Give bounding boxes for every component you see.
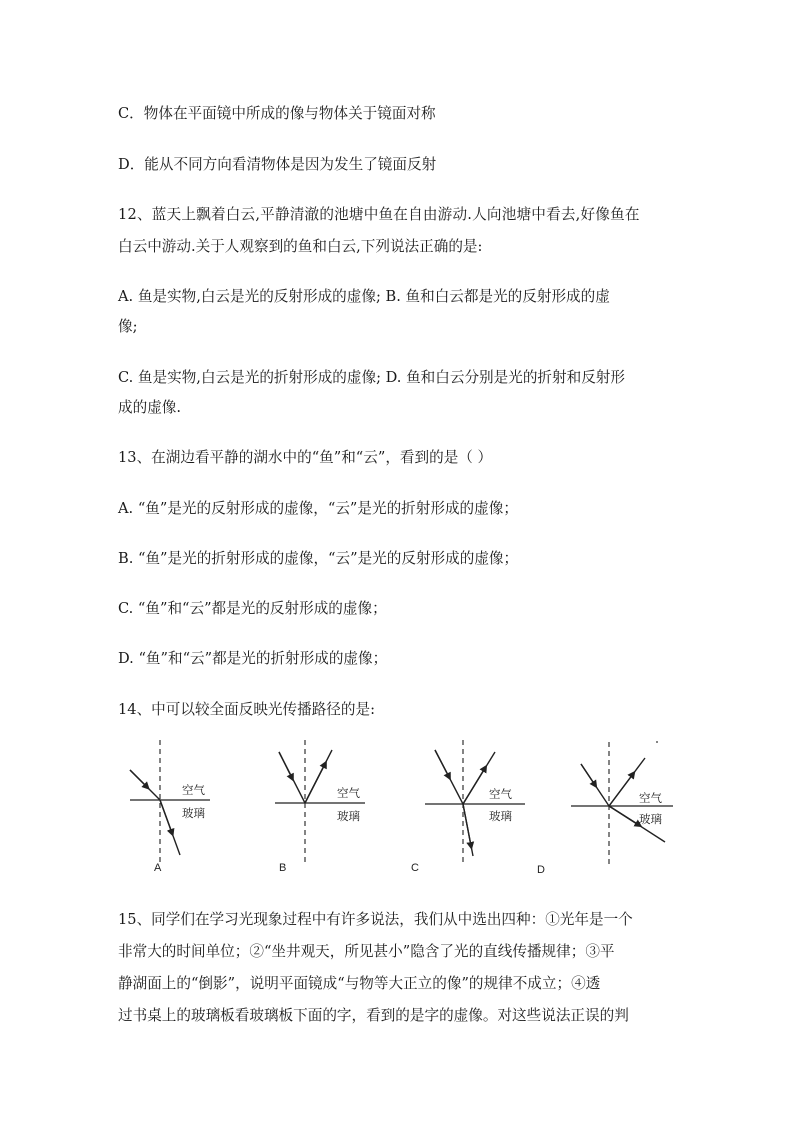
glass-label: 玻璃 xyxy=(182,806,205,820)
incident-arrow xyxy=(130,770,147,787)
air-label: 空气 xyxy=(337,786,360,800)
question-13-option-a: A. “鱼”是光的反射形成的虚像，“云”是光的折射形成的虚像； xyxy=(118,500,518,517)
glass-label: 玻璃 xyxy=(489,809,512,823)
question-13-option-b: B. “鱼”是光的折射形成的虚像，“云”是光的反射形成的虚像； xyxy=(118,550,519,567)
glass-label: 玻璃 xyxy=(639,812,662,826)
question-12-stem-line2: 白云中游动.关于人观察到的鱼和白云,下列说法正确的是: xyxy=(118,238,483,255)
reflected-arrow xyxy=(463,768,485,804)
diagram-letter: B xyxy=(279,862,287,874)
reflected-arrow xyxy=(609,774,633,806)
diagram-a xyxy=(120,738,270,878)
question-13-stem: 13、在湖边看平静的湖水中的“鱼”和“云”，看到的是（ ） xyxy=(118,449,493,466)
question-14-stem: 14、中可以较全面反映光传播路径的是: xyxy=(118,701,375,718)
refracted-arrow xyxy=(609,806,639,825)
diagram-b xyxy=(265,738,415,878)
reflected-arrow xyxy=(305,764,325,803)
incident-arrow xyxy=(581,764,595,785)
question-15-line1: 15、同学们在学习光现象过程中有许多说法，我们从中选出四种：①光年是一个 xyxy=(118,911,633,928)
glass-label: 玻璃 xyxy=(337,809,360,823)
question-13-option-d: D. “鱼”和“云”都是光的折射形成的虚像； xyxy=(118,650,388,667)
diagram-d xyxy=(535,738,685,878)
question-12-option-cd-line1: C. 鱼是实物,白云是光的折射形成的虚像; D. 鱼和白云分别是光的折射和反射形 xyxy=(118,369,625,386)
option-d-text: D．能从不同方向看清物体是因为发生了镜面反射 xyxy=(118,156,437,173)
question-12-stem-line1: 12、蓝天上飘着白云,平静清澈的池塘中鱼在自由游动.人向池塘中看去,好像鱼在 xyxy=(118,206,640,223)
question-12-option-ab-line2: 像; xyxy=(118,318,138,335)
diagram-letter: C xyxy=(411,862,419,874)
diagram-c xyxy=(405,738,555,878)
question-12-option-cd-line2: 成的虚像. xyxy=(118,399,182,416)
question-13-option-c: C. “鱼”和“云”都是光的反射形成的虚像； xyxy=(118,600,387,617)
refracted-arrow xyxy=(160,800,172,833)
incident-arrow xyxy=(279,752,292,778)
diagram-letter: D xyxy=(537,864,545,876)
question-15-line2: 非常大的时间单位；②“坐井观天，所见甚小”隐含了光的直线传播规律；③平 xyxy=(118,943,615,960)
air-label: 空气 xyxy=(489,787,512,801)
incident-arrow xyxy=(435,750,449,777)
question-15-line3: 静湖面上的“倒影”，说明平面镜成“与物等大正立的像”的规律不成立；④透 xyxy=(118,975,601,992)
refracted-arrow xyxy=(463,804,471,846)
diagram-letter: A xyxy=(154,862,162,874)
question-12-option-ab-line1: A. 鱼是实物,白云是光的反射形成的虚像; B. 鱼和白云都是光的反射形成的虚 xyxy=(118,288,610,305)
air-label: 空气 xyxy=(639,791,662,805)
question-15-line4: 过书桌上的玻璃板看玻璃板下面的字，看到的是字的虚像。对这些说法正误的判 xyxy=(118,1007,629,1024)
option-c-text: C．物体在平面镜中所成的像与物体关于镜面对称 xyxy=(118,105,436,122)
air-label: 空气 xyxy=(182,783,205,797)
